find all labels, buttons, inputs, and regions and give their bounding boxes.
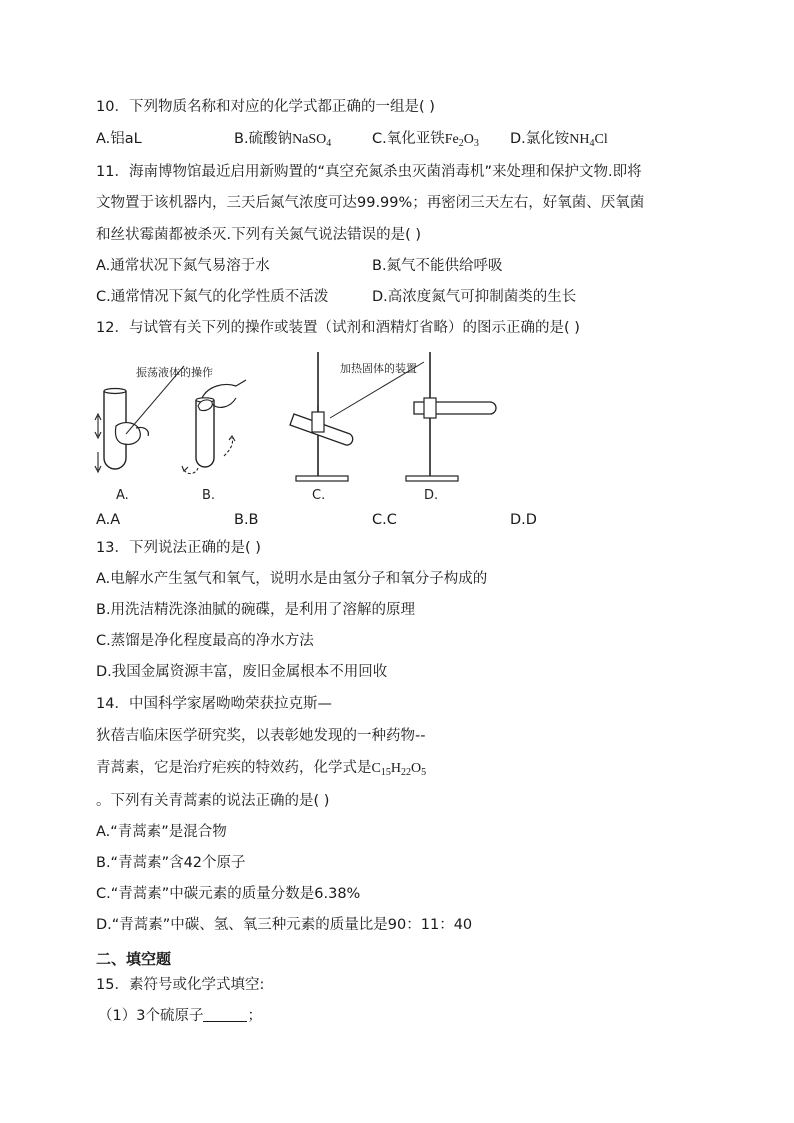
q14-option-b: B.“青蒿素”含42个原子 bbox=[96, 855, 246, 871]
q11-stem-line2: 文物置于该机器内，三天后氮气浓度可达99.99%；再密闭三天左右，好氧菌、厌氧菌 bbox=[96, 195, 645, 211]
q14-stem-line3 bbox=[96, 758, 426, 779]
q11-option-d: D.高浓度氮气可抑制菌类的生长 bbox=[372, 289, 577, 305]
q10-option-d bbox=[510, 129, 608, 150]
q15-item1 bbox=[98, 1006, 262, 1026]
q10-option-c-formula: $Fe_2O_3$ bbox=[444, 132, 479, 149]
q14-option-c: C.“青蒿素”中碳元素的质量分数是6.38% bbox=[96, 886, 361, 902]
q10-option-b-formula: NaSO$_4$ bbox=[292, 132, 332, 149]
q10-option-c-label: C.氧化亚铁 bbox=[372, 131, 445, 147]
q10-option-b-label: B.硫酸钠 bbox=[234, 131, 293, 147]
figure-d-stand-horizontal bbox=[330, 352, 496, 503]
q11-stem-line3: 和丝状霉菌都被杀灭.下列有关氮气说法错误的是( ) bbox=[96, 227, 422, 243]
figure-b-finger-tube bbox=[182, 380, 246, 503]
q12-option-b: B.B bbox=[234, 512, 259, 528]
q11-option-a: A.通常状况下氮气易溶于水 bbox=[96, 258, 270, 274]
q12-option-a: A.A bbox=[96, 512, 121, 528]
q13-stem: 13．下列说法正确的是( ) bbox=[96, 540, 261, 556]
q14-stem-line3-text: 青蒿素，它是治疗疟疾的特效药，化学式是 bbox=[96, 760, 372, 776]
q10-option-d-formula: $NH_4Cl$ bbox=[569, 132, 608, 149]
q15-stem: 15．素符号或化学式填空: bbox=[96, 977, 265, 993]
q14-option-a: A.“青蒿素”是混合物 bbox=[96, 824, 227, 840]
q10-option-d-label: D.氯化铵 bbox=[510, 131, 570, 147]
q10-stem: 10．下列物质名称和对应的化学式都正确的一组是( ) bbox=[96, 99, 435, 115]
q15-item1-text: （1）3个硫原子 bbox=[98, 1008, 204, 1024]
figure-label-shake: 振荡液体的操作 bbox=[136, 366, 213, 379]
q12-option-d: D.D bbox=[510, 512, 537, 528]
q11-option-c: C.通常情况下氮气的化学性质不活泼 bbox=[96, 289, 329, 305]
q10-option-a: A.铝aL bbox=[96, 131, 142, 147]
q14-option-d: D.“青蒿素”中碳、氢、氧三种元素的质量比是90：11：40 bbox=[96, 917, 473, 933]
q10-option-b bbox=[234, 129, 331, 150]
q12-stem: 12．与试管有关下列的操作或装置（试剂和酒精灯省略）的图示正确的是( ) bbox=[96, 320, 580, 336]
q14-formula: $C_{15}H_{22}O_5$ bbox=[371, 761, 427, 778]
q13-option-a: A.电解水产生氢气和氧气，说明水是由氢分子和氧分子构成的 bbox=[96, 571, 488, 587]
figure-a-label: A. bbox=[116, 488, 129, 503]
q13-option-b: B.用洗洁精洗涤油腻的碗碟，是利用了溶解的原理 bbox=[96, 602, 416, 618]
section-fill-in-title: 二、填空题 bbox=[96, 950, 172, 968]
q11-option-b: B.氮气不能供给呼吸 bbox=[372, 258, 503, 274]
q15-item1-end: ； bbox=[247, 1008, 262, 1024]
figure-c-label: C. bbox=[312, 488, 326, 503]
figure-b-label: B. bbox=[202, 488, 216, 503]
q12-option-c: C.C bbox=[372, 512, 397, 528]
q10-option-c bbox=[372, 129, 479, 150]
q14-stem-line4: 。下列有关青蒿素的说法正确的是( ) bbox=[96, 793, 330, 809]
q14-stem-line2: 狄蓓吉临床医学研究奖，以表彰她发现的一种药物-- bbox=[96, 728, 426, 744]
q11-stem-line1: 11．海南博物馆最近启用新购置的“真空充氮杀虫灭菌消毒机”来处理和保护文物.即将 bbox=[96, 164, 642, 180]
q14-stem-line1: 14．中国科学家屠呦呦荣获拉克斯— bbox=[96, 696, 332, 712]
q13-option-c: C.蒸馏是净化程度最高的净水方法 bbox=[96, 633, 314, 649]
figure-label-heat: 加热固体的装置 bbox=[340, 362, 417, 375]
figure-d-label: D. bbox=[424, 488, 439, 503]
q12-figure bbox=[84, 346, 504, 506]
q15-item1-answer-blank[interactable] bbox=[203, 1007, 247, 1022]
q13-option-d: D.我国金属资源丰富，废旧金属根本不用回收 bbox=[96, 664, 388, 680]
